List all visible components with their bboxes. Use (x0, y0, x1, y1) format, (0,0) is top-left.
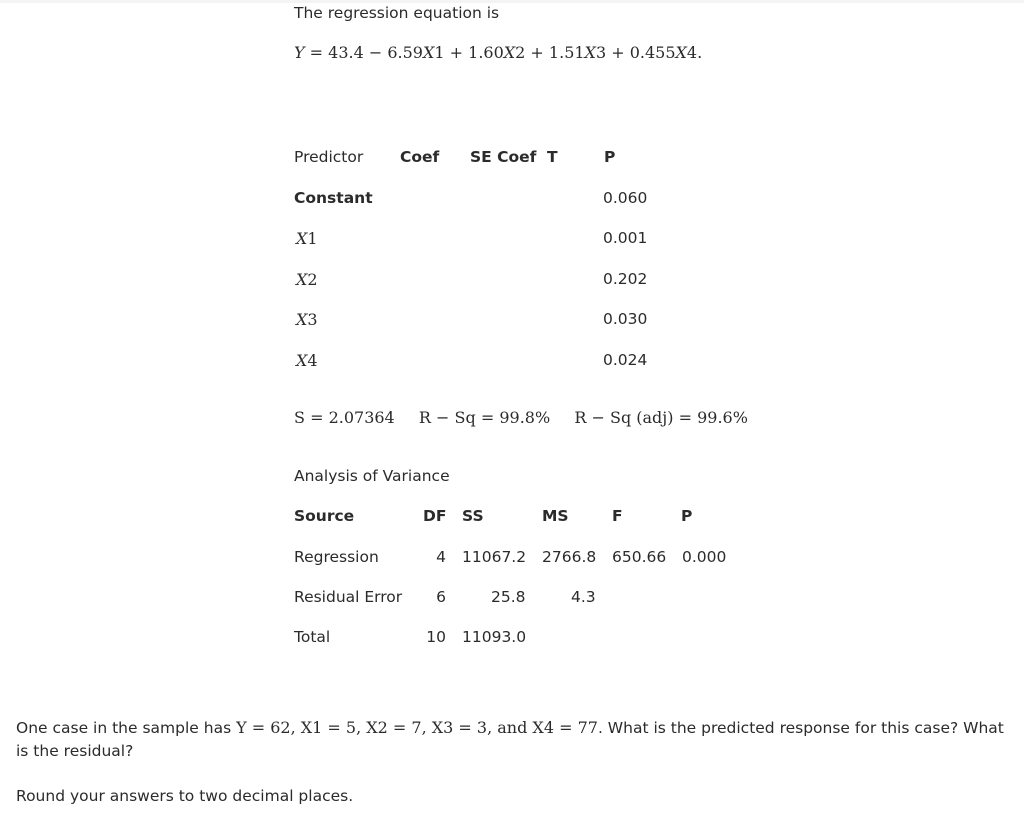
source-residual-error: Residual Error (294, 588, 403, 606)
df-value: 10 (426, 628, 446, 646)
rsq-adj-value: 99.6% (697, 408, 748, 427)
top-border (0, 0, 1024, 3)
rounding-instruction: Round your answers to two decimal places. (16, 787, 354, 805)
equation-lhs: Y (294, 43, 305, 62)
predictor-x3: X3 (296, 310, 318, 329)
predictor-x2: X2 (296, 270, 318, 289)
p-value: 0.024 (603, 351, 648, 369)
header-coef: Coef (400, 148, 440, 166)
header-df: DF (423, 507, 447, 525)
question-text (16, 716, 1011, 763)
equation-part: 2 (515, 43, 526, 62)
ms-value: 2766.8 (542, 548, 597, 566)
equation-part: 43.4 (328, 43, 364, 62)
equation-part: − (363, 43, 388, 62)
header-se-coef: SE Coef (470, 148, 537, 166)
intro-text: The regression equation is (294, 4, 500, 22)
predictor-constant: Constant (294, 189, 373, 207)
regression-equation: Y = 43.4 − 6.59X1 + 1.60X2 + 1.51X3 + 0.455X4. (294, 43, 703, 62)
p-value: 0.060 (603, 189, 648, 207)
rsq-value: 99.8% (499, 408, 551, 427)
f-value: 650.66 (612, 548, 667, 566)
header-ms: MS (542, 507, 569, 525)
source-total: Total (294, 628, 331, 646)
header-t: T (547, 148, 558, 166)
equation-part: 3 (595, 43, 607, 62)
anova-title: Analysis of Variance (294, 467, 450, 485)
equation-rhs (328, 43, 702, 62)
equation-part: 4. (686, 43, 703, 62)
p-value: 0.202 (603, 270, 648, 288)
equation-part: + (606, 43, 630, 62)
ms-value: 4.3 (571, 588, 596, 606)
ss-value: 11093.0 (462, 628, 527, 646)
p-value: 0.030 (603, 310, 648, 328)
equation-part: 6.59 (387, 43, 423, 62)
header-predictor: Predictor (294, 148, 364, 166)
equation-part: X (503, 43, 516, 62)
p-value: 0.001 (603, 229, 648, 247)
equation-part: X (675, 43, 687, 62)
rsq-adj-label: R − Sq (adj) (574, 408, 674, 427)
header-f: F (612, 507, 623, 525)
df-value: 4 (436, 548, 446, 566)
equation-part: 1.60 (468, 43, 504, 62)
p-value: 0.000 (682, 548, 727, 566)
s-label: S (294, 408, 305, 427)
source-regression: Regression (294, 548, 379, 566)
question-after: . What is the predicted response for this case? What is the residual? (16, 719, 1004, 760)
df-value: 6 (436, 588, 446, 606)
ss-value: 25.8 (491, 588, 526, 606)
equation-part: 1 (434, 43, 445, 62)
header-ss: SS (462, 507, 484, 525)
equation-part: 1.51 (548, 43, 585, 62)
predictor-x4: X4 (296, 351, 318, 370)
equation-part: + (444, 43, 469, 62)
equation-part: X (422, 43, 435, 62)
equation-part: X (584, 43, 596, 62)
ss-value: 11067.2 (462, 548, 527, 566)
equation-part: 0.455 (629, 43, 676, 62)
header-source: Source (294, 507, 355, 525)
header-p: P (681, 507, 693, 525)
equation-part: + (525, 43, 549, 62)
case-values: Y = 62, X1 = 5, X2 = 7, X3 = 3, and X4 = 77 (236, 718, 598, 737)
header-p: P (604, 148, 616, 166)
s-value: 2.07364 (328, 408, 395, 427)
rsq-label: R − Sq (418, 408, 476, 427)
predictor-x1: X1 (296, 229, 318, 248)
model-fit-stats: S = 2.07364 R − Sq = 99.8% R − Sq (adj) = 99.6% (294, 408, 748, 427)
question-before: One case in the sample has (16, 719, 237, 737)
